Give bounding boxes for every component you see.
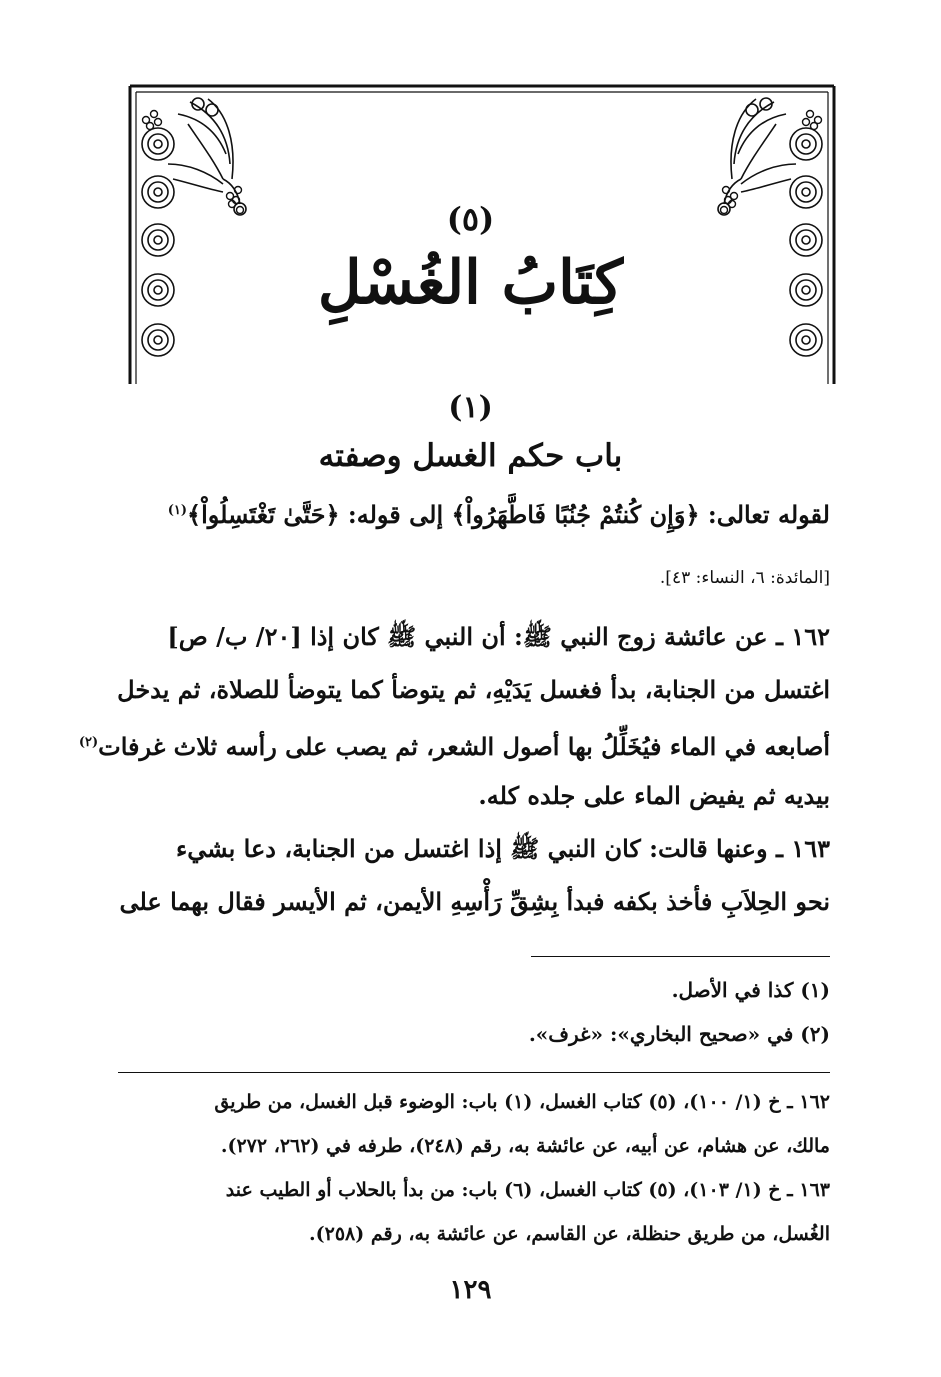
- hadith-163: [118, 822, 830, 928]
- footnote-separator: [531, 956, 830, 957]
- chapter-number: (١): [448, 390, 493, 425]
- page-number: ١٢٩: [449, 1275, 492, 1305]
- source-line: الغُسل، من طريق حنظلة، عن القاسم، عن عائشة به، رقم (٢٥٨).: [309, 1223, 830, 1245]
- hadith-line: [78, 716, 830, 769]
- footnote-2: (٢) في «صحيح البخاري»: «غرف».: [528, 1022, 830, 1046]
- quran-verse-line: [118, 500, 830, 529]
- hadith-line-text: أصابعه في الماء فيُخَلِّلُ بها أصول الشعر، ثم يصب على رأسه ثلاث غرفات: [98, 732, 830, 761]
- hadith-line: ١٦٣ ـ وعنها قالت: كان النبي ﷺ إذا اغتسل من الجنابة، دعا بشيء: [175, 834, 830, 863]
- footnote-1: (١) كذا في الأصل.: [671, 978, 830, 1002]
- hadith-line: ١٦٢ ـ عن عائشة زوج النبي ﷺ: أن النبي ﷺ كان إذا [٢٠/ ب/ ص]: [167, 622, 830, 651]
- hadith-162: [78, 610, 830, 822]
- source-line: ١٦٢ ـ خ (١/ ١٠٠)، (٥) كتاب الغسل، (١) باب: الوضوء قبل الغسل، من طريق: [214, 1091, 830, 1113]
- hadith-line: اغتسل من الجنابة، بدأ فغسل يَدَيْهِ، ثم يتوضأ كما يتوضأ للصلاة، ثم يدخل: [117, 675, 830, 704]
- sources-separator: [118, 1072, 830, 1073]
- book-number: (٥): [446, 200, 495, 238]
- source-162: [118, 1080, 830, 1168]
- hadith-line: نحو الحِلاَبِ فأخذ بكفه فبدأ بِشِقِّ رَأْسِهِ الأيمن، ثم الأيسر فقال بهما على: [119, 887, 830, 916]
- chapter-title: باب حكم الغسل وصفته: [318, 438, 623, 474]
- source-163: [118, 1168, 830, 1256]
- footnote-marker: (١): [167, 503, 188, 518]
- source-line: مالك، عن هشام، عن أبيه، عن عائشة به، رقم (٢٤٨)، طرفه في (٢٦٢، ٢٧٢).: [220, 1135, 830, 1157]
- verse-text: لقوله تعالى: ﴿وَإِن كُنتُمْ جُنُبًا فَاطَّهَرُواْ﴾ إلى قوله: ﴿حَتَّىٰ تَغْتَسِلُواْ﴾: [187, 500, 830, 529]
- verse-reference: [المائدة: ٦، النساء: ٤٣].: [659, 568, 830, 588]
- hadith-line: بيديه ثم يفيض الماء على جلده كله.: [478, 781, 830, 810]
- source-line: ١٦٣ ـ خ (١/ ١٠٣)، (٥) كتاب الغسل، (٦) باب: من بدأ بالحلاب أو الطيب عند: [225, 1179, 830, 1201]
- book-title: كِتَابُ الغُسْلِ: [317, 248, 624, 318]
- footnote-marker: (٢): [78, 735, 99, 750]
